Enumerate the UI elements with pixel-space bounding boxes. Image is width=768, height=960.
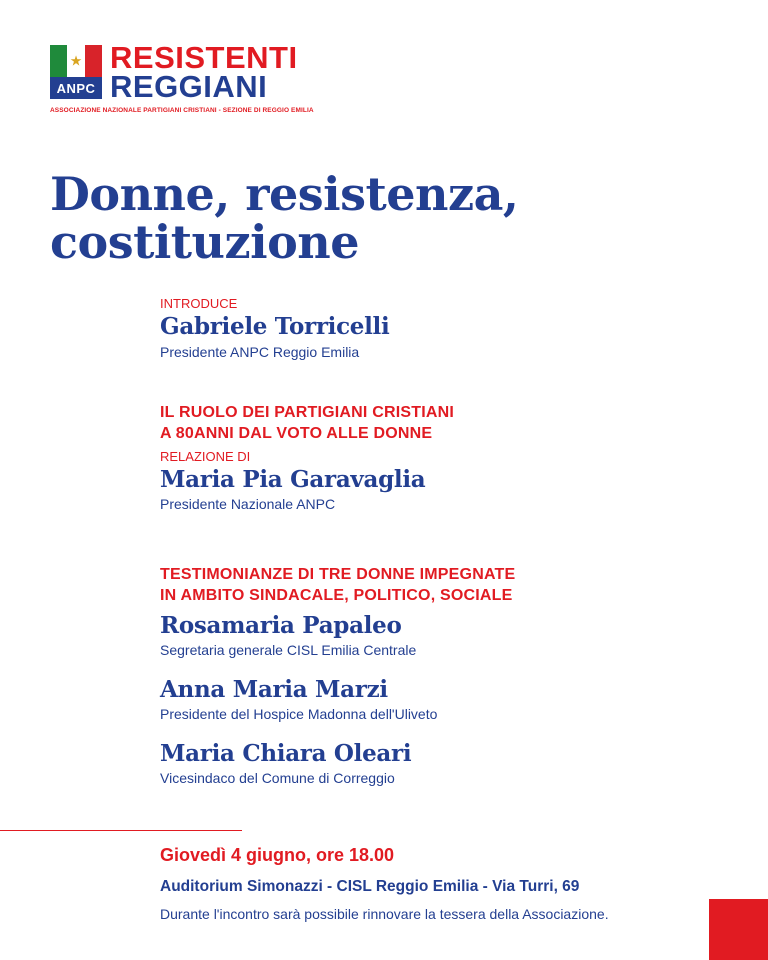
brand-name-line2: REGGIANI [110, 69, 268, 104]
event-note: Durante l'incontro sarà possibile rinnovare la tessera della Associazione. [160, 906, 609, 922]
logo [50, 40, 340, 120]
intro-section [160, 296, 389, 361]
italian-flag-icon [50, 45, 102, 77]
relazione-heading-line2: A 80ANNI DAL VOTO ALLE DONNE [160, 425, 433, 442]
intro-speaker-role: Presidente ANPC Reggio Emilia [160, 344, 360, 360]
speaker-item [160, 740, 411, 787]
testimonianze-heading-line2: IN AMBITO SINDACALE, POLITICO, SOCIALE [160, 587, 513, 604]
speaker-item [160, 612, 416, 659]
event-date: Giovedì 4 giugno, ore 18.00 [160, 845, 395, 865]
testimonianze-heading-line1: TESTIMONIANZE DI TRE DONNE IMPEGNATE [160, 566, 516, 583]
title-line2: costituzione [50, 215, 359, 269]
speaker-item [160, 676, 437, 723]
testimonianze-section [160, 564, 515, 606]
brand-subtitle: ASSOCIAZIONE NAZIONALE PARTIGIANI CRISTIANI - SEZIONE DI REGGIO EMILIA [50, 107, 314, 114]
speaker-role: Presidente del Hospice Madonna dell'Uliveto [160, 706, 438, 722]
anpc-badge: ANPC [50, 77, 102, 99]
star-icon: ★ [69, 52, 83, 69]
relazione-speaker-name: Maria Pia Garavaglia [160, 466, 426, 493]
speaker-role: Vicesindaco del Comune di Correggio [160, 770, 395, 786]
corner-accent [709, 899, 768, 960]
relazione-heading-line1: IL RUOLO DEI PARTIGIANI CRISTIANI [160, 404, 455, 421]
speaker-name: Maria Chiara Oleari [160, 740, 412, 767]
speaker-name: Rosamaria Papaleo [160, 612, 402, 639]
relazione-section [160, 402, 454, 513]
speaker-name: Anna Maria Marzi [160, 676, 388, 703]
title-line1: Donne, resistenza, [50, 167, 519, 221]
brand-name-line1: RESISTENTI [110, 40, 298, 75]
page-title [50, 167, 750, 269]
intro-label: INTRODUCE [160, 296, 238, 311]
divider [0, 830, 242, 831]
event-venue: Auditorium Simonazzi - CISL Reggio Emilia - Via Turri, 69 [160, 878, 580, 895]
intro-speaker-name: Gabriele Torricelli [160, 313, 390, 340]
relazione-speaker-role: Presidente Nazionale ANPC [160, 496, 336, 512]
relazione-label: RELAZIONE DI [160, 449, 251, 464]
speaker-role: Segretaria generale CISL Emilia Centrale [160, 642, 417, 658]
